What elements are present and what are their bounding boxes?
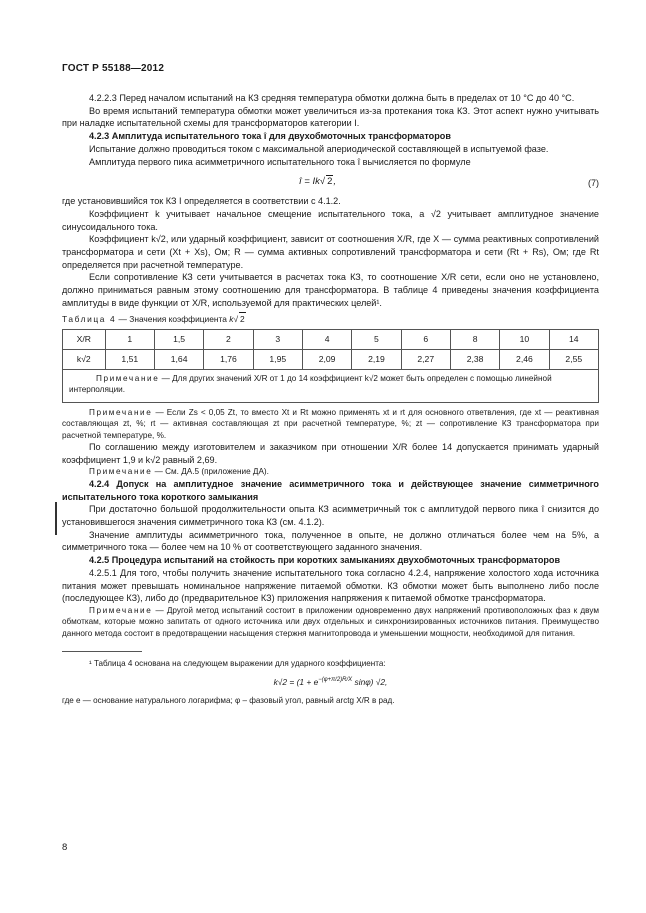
note-label: Примечание	[89, 605, 153, 615]
table-header-xr: X/R	[63, 330, 106, 350]
table-cell: 2,09	[302, 350, 351, 370]
table-cell: 2,38	[450, 350, 499, 370]
radical-sign: √	[319, 176, 326, 188]
table-cell: 2,55	[549, 350, 598, 370]
document-body	[62, 92, 599, 706]
table-cell: 1	[105, 330, 154, 350]
paragraph-steady-current: где установившийся ток КЗ I определяется в соответствии с 4.1.2.	[62, 196, 341, 207]
footnote-formula-exponent: −(φ+π/2)R/X	[318, 677, 353, 684]
table-cell: 1,95	[253, 350, 302, 370]
table-caption-rest: — Значения коэффициента	[116, 313, 230, 324]
section-heading-4-2-3: 4.2.3 Амплитуда испытательного тока î для двухобмоточных трансформаторов	[89, 131, 451, 142]
table-cell: 2,27	[401, 350, 450, 370]
table-cell: 5	[352, 330, 401, 350]
paragraph-4-2-5-1: 4.2.5.1 Для того, чтобы получить значение испытательного тока согласно 4.2.4, напряжение холостого хода источника питания может превышать номинальное напряжение питаемой обмотки. КЗ обмотки может быть выполнено либо после (последующее КЗ), либо до (предварительное КЗ) приложения напряжения к питаемой обмотке трансформатора.	[62, 567, 599, 604]
section-heading-4-2-5: 4.2.5 Процедура испытаний на стойкость при коротких замыканиях двухобмоточных трансформаторов	[89, 555, 561, 566]
footnote-formula-left: k√2 = (1 + e	[273, 676, 319, 687]
table-cell: 2	[204, 330, 253, 350]
paragraph-impact-coefficient: Коэффициент k√2, или ударный коэффициент, зависит от соотношения X/R, где X — сумма реактивных сопротивлений трансформатора и сети (Xt + Xs), Ом; R — сумма активных сопротивлений трансформатора и сети (Rt + Rs), Ом; где Rt определяется при расчетной температуре.	[62, 234, 599, 270]
table-cell: 1,51	[105, 350, 154, 370]
table-cell: 1,5	[154, 330, 203, 350]
table-caption-label: Таблица 4	[62, 313, 117, 324]
table-note-label: Примечание	[96, 374, 160, 384]
paragraph-network-resistance: Если сопротивление КЗ сети учитывается в расчетах тока КЗ, то соотношение X/R сети, если оно не установлено, должно приниматься равным этому соотношению для трансформатора. В таблице 4 приведены значения коэффициента амплитуды в виде функции от X/R, используемой для практических целей¹.	[62, 272, 599, 308]
paragraph-coefficient-k: Коэффициент k учитывает начальное смещение испытательного тока, а √2 учитывает амплитудное значение синусоидального тока.	[62, 208, 599, 232]
formula-7	[62, 171, 599, 193]
note-label: Примечание	[89, 407, 153, 417]
formula-main: î = Ik	[299, 176, 320, 188]
sqrt-content: 2	[327, 176, 333, 188]
table-row-k	[63, 350, 599, 370]
footnote-explanation: где e — основание натурального логарифма; φ – фазовый угол, равный arctg X/R в рад.	[62, 695, 395, 705]
table-row-xr	[63, 330, 599, 350]
table-cell: 10	[500, 330, 549, 350]
table-caption-radical: √	[233, 313, 239, 324]
table-cell: 2,19	[352, 350, 401, 370]
table-note-text: Для других значений X/R от 1 до 14 коэффициент k√2 может быть определен с помощью линейной интерполяции.	[69, 374, 552, 395]
note-dash: —	[152, 407, 167, 417]
formula-number: (7)	[588, 178, 599, 189]
table-cell: 1,76	[204, 350, 253, 370]
table-note-dash: —	[159, 374, 173, 384]
footnote-text: ¹ Таблица 4 основана на следующем выражении для ударного коэффициента:	[89, 659, 386, 669]
paragraph-test-current: Испытание должно проводиться током с максимальной апериодической составляющей в испытуемой фазе.	[89, 143, 549, 154]
note-dash: —	[152, 467, 166, 477]
paragraph-tolerance: Значение амплитуды асимметричного тока, полученное в опыте, не должно отличаться более чем на 5%, а симметричного тока — более чем на 10 % от соответствующего заданного значения.	[62, 529, 599, 553]
note-label: Примечание	[89, 467, 153, 477]
note-dash: —	[152, 605, 167, 615]
paragraph-4-2-2-3: 4.2.2.3 Перед началом испытаний на КЗ средняя температура обмотки должна быть в пределах от 10 °С до 40 °С.	[89, 93, 575, 103]
footnote-separator	[62, 651, 142, 652]
note-alternative-method	[62, 605, 599, 639]
note-impedance	[62, 407, 599, 441]
table-note	[63, 370, 599, 403]
table-cell: 14	[549, 330, 598, 350]
table-caption-sqrt: 2	[240, 313, 245, 324]
note-text: Если Zs < 0,05 Zt, то вместо Xt и Rt можно применять xt и rt для основного ответвления, где xt — реактивная составляющая zt, %; rt — активная составляющая zt при расчетной температуре, %; zt — сопротивление КЗ трансформатора при расчетной температуре, %.	[62, 407, 599, 440]
page-number: 8	[62, 842, 68, 853]
table-cell: 6	[401, 330, 450, 350]
paragraph-agreement: По соглашению между изготовителем и заказчиком при отношении X/R более 14 допускается принимать ударный коэффициент 1,9 и k√2 равный 2,69.	[62, 442, 599, 465]
change-bar	[55, 502, 57, 535]
coefficient-table	[62, 329, 599, 403]
note-reference	[62, 466, 599, 477]
paragraph-decay: При достаточно большой продолжительности опыта КЗ асимметричный ток с амплитудой первого пика î снизится до установившегося значения симметричного тока КЗ (см. 4.1.2).	[62, 504, 599, 527]
table-cell: 4	[302, 330, 351, 350]
page-header: ГОСТ Р 55188—2012	[62, 63, 165, 74]
table-cell: 3	[253, 330, 302, 350]
table-header-k: k√2	[63, 350, 106, 370]
footnote-formula	[62, 674, 599, 689]
paragraph-temperature-rise: Во время испытаний температура обмотки может увеличиться из-за протекания тока КЗ. Этот аспект нужно учитывать при наладке испытательной схемы для трансформаторов категории I.	[62, 105, 599, 129]
paragraph-amplitude-formula-intro: Амплитуда первого пика асимметричного испытательного тока î вычисляется по формуле	[89, 156, 471, 167]
footnote-formula-right: sinφ) √2,	[352, 676, 388, 687]
table-cell: 1,64	[154, 350, 203, 370]
section-heading-4-2-4: 4.2.4 Допуск на амплитудное значение асимметричного тока и действующее значение симметричного испытательного тока короткого замыкания	[62, 478, 599, 502]
table-cell: 2,46	[500, 350, 549, 370]
table-caption-k: k	[229, 313, 234, 324]
table-cell: 8	[450, 330, 499, 350]
table-caption	[62, 312, 599, 326]
table-row-note	[63, 370, 599, 403]
formula-expression: î = Ik√ 2,	[299, 176, 337, 188]
note-text: См. ДА.5 (приложение ДА).	[165, 467, 269, 477]
note-text: Другой метод испытаний состоит в приложении одновременно двух напряжений противоположных фаз к двум обмоткам, которые можно запитать от одного источника или двух отдельных и синхронизированных источников питания. Преимущество данного метода состоит в предотвращении насыщения стержня магнитопровода и уменьшении мощности, необходимой для питания.	[62, 605, 599, 638]
